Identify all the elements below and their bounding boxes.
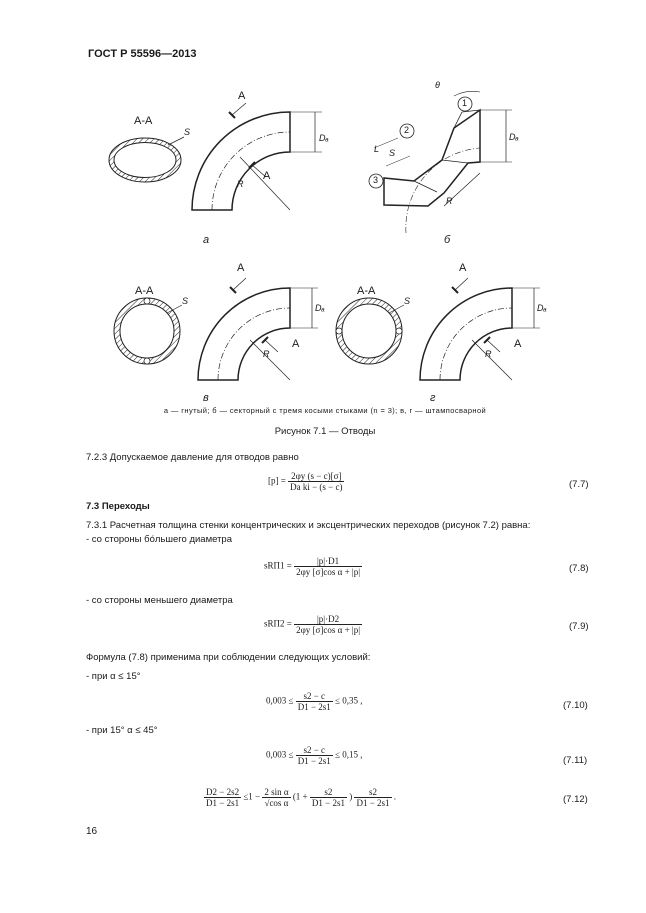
radius-label-a: R	[237, 179, 244, 189]
formula-7-10-denominator: D1 − 2s1	[297, 702, 331, 712]
length-label-b: L	[374, 144, 380, 154]
radius-label-v: R	[263, 349, 270, 359]
wall-label-g: S	[404, 296, 411, 306]
paragraph-7-2-3: 7.2.3 Допускаемое давление для отводов равно	[86, 452, 299, 463]
figure-b-drawing	[362, 78, 532, 238]
formula-7-9	[264, 614, 362, 635]
formula-7-11-rhs: ≤ 0,15 ,	[335, 749, 363, 760]
angle-label-b: θ	[435, 80, 440, 90]
sub-label-b: б	[444, 234, 451, 246]
formula-7-12-b-denominator: √cos α	[264, 798, 289, 808]
diameter-label-a: Dₐ	[319, 133, 329, 143]
formula-7-12	[204, 787, 396, 808]
formula-7-11-lhs: 0,003 ≤	[266, 749, 294, 760]
formula-7-12-e-denominator: D1 − 2s1	[356, 798, 390, 808]
sector-number-2: 2	[404, 125, 410, 135]
radius-label-b: R	[446, 196, 453, 206]
figure-v-drawing	[100, 258, 330, 388]
formula-7-12-c-numerator: s2	[310, 787, 347, 798]
figure-legend: а — гнутый; б — секторный с тремя косыми стыками (n = 3); в, г — штампосварной	[163, 406, 487, 415]
formula-7-12-b-numerator: 2 sin α	[264, 787, 289, 797]
formula-7-8-denominator: 2φy [σ]cos α + |p|	[296, 567, 361, 577]
cut-label-g-bottom: А	[514, 338, 522, 350]
equation-number-7-12: (7.12)	[563, 794, 588, 805]
formula-7-9-lhs: sRП2 =	[264, 618, 292, 629]
figure-v	[100, 258, 330, 388]
paragraph-conditions: Формула (7.8) применима при соблюдении следующих условий:	[86, 652, 371, 663]
formula-7-10	[266, 691, 362, 712]
equation-number-7-11: (7.11)	[563, 755, 588, 766]
equation-number-7-9: (7.9)	[569, 621, 589, 632]
figure-g-drawing	[322, 258, 552, 388]
formula-7-7-numerator: 2φy (s − c)[σ]	[288, 471, 344, 482]
cut-label-v-bottom: А	[292, 338, 300, 350]
document-header: ГОСТ Р 55596—2013	[88, 48, 197, 60]
section-heading-7-3: 7.3 Переходы	[86, 501, 150, 512]
section-label-v: А-А	[135, 285, 154, 297]
figure-a	[100, 85, 340, 220]
section-label-g: А-А	[357, 285, 376, 297]
diameter-label-g: Dₐ	[537, 303, 547, 313]
equation-number-7-7: (7.7)	[569, 479, 589, 490]
page-number: 16	[86, 826, 98, 837]
equation-number-7-8: (7.8)	[569, 563, 589, 574]
formula-7-7	[268, 471, 344, 492]
formula-7-12-mid: ≤1 −	[243, 791, 261, 802]
figure-a-drawing	[100, 85, 340, 220]
sub-label-g: г	[430, 392, 436, 404]
formula-7-8	[264, 556, 362, 577]
sector-number-1: 1	[462, 98, 468, 108]
cut-label-g-top: А	[459, 262, 467, 274]
wall-label-v: S	[182, 296, 189, 306]
diameter-label-b: Dₐ	[509, 132, 519, 142]
paragraph-larger-diameter: - со стороны бóльшего диаметра	[86, 534, 232, 545]
sub-label-a: а	[203, 234, 210, 246]
cut-label-a-top: А	[238, 90, 246, 102]
formula-7-12-d: )	[349, 791, 353, 802]
formula-7-12-a-denominator: D1 − 2s1	[206, 798, 240, 808]
formula-7-10-rhs: ≤ 0,35 ,	[335, 695, 363, 706]
figure-b	[362, 78, 532, 238]
formula-7-10-lhs: 0,003 ≤	[266, 695, 294, 706]
formula-7-9-numerator: |p|·D2	[294, 614, 362, 625]
formula-7-12-c-denominator: D1 − 2s1	[311, 798, 345, 808]
radius-label-g: R	[485, 349, 492, 359]
formula-7-11-denominator: D1 − 2s1	[297, 756, 331, 766]
formula-7-12-end: .	[393, 791, 397, 802]
formula-7-12-c: (1 +	[292, 791, 308, 802]
cut-label-a-bottom: А	[263, 170, 271, 182]
diameter-label-v: Dₐ	[315, 303, 325, 313]
wall-label-b: S	[389, 148, 396, 158]
section-label-a: А-А	[134, 115, 153, 127]
figure-g	[322, 258, 552, 388]
equation-number-7-10: (7.10)	[563, 700, 588, 711]
paragraph-alpha-15: - при α ≤ 15°	[86, 671, 141, 682]
paragraph-alpha-45: - при 15° α ≤ 45°	[86, 725, 158, 736]
paragraph-smaller-diameter: - со стороны меньшего диаметра	[86, 595, 233, 606]
formula-7-11-numerator: s2 − c	[296, 745, 333, 756]
formula-7-8-lhs: sRП1 =	[264, 560, 292, 571]
formula-7-7-denominator: Da ki − (s − c)	[290, 482, 343, 492]
formula-7-11	[266, 745, 362, 766]
formula-7-8-numerator: |p|·D1	[294, 556, 362, 567]
sub-label-v: в	[203, 392, 209, 404]
cut-label-v-top: А	[237, 262, 245, 274]
formula-7-10-numerator: s2 − c	[296, 691, 333, 702]
sector-number-3: 3	[373, 175, 379, 185]
formula-7-9-denominator: 2φy [σ]cos α + |p|	[296, 625, 361, 635]
formula-7-12-e-numerator: s2	[354, 787, 391, 798]
figure-caption: Рисунок 7.1 — Отводы	[274, 426, 376, 437]
wall-label-a: S	[184, 127, 191, 137]
paragraph-7-3-1: 7.3.1 Расчетная толщина стенки концентрических и эксцентрических переходов (рисунок 7.2) равна:	[86, 520, 531, 531]
formula-7-12-a-numerator: D2 − 2s2	[206, 787, 240, 797]
formula-7-7-lhs: [p] =	[268, 475, 286, 486]
